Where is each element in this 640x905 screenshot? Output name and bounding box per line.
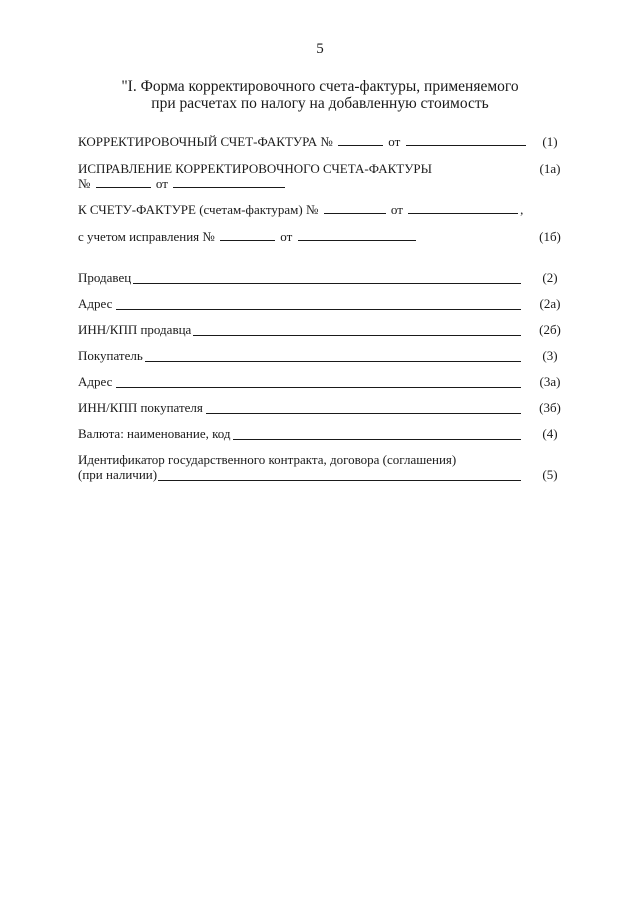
form-title-line-1: "I. Форма корректировочного счета-фактуры, применяемого bbox=[121, 78, 519, 95]
row-currency-label: Валюта: наименование, код bbox=[78, 426, 231, 441]
code-3: (3) bbox=[542, 348, 558, 363]
code-3a: (3а) bbox=[539, 374, 561, 389]
code-2: (2) bbox=[542, 270, 558, 285]
correction-number-sign: № bbox=[78, 176, 91, 191]
corrective-invoice-label: КОРРЕКТИРОВОЧНЫЙ СЧЕТ-ФАКТУРА № bbox=[78, 134, 333, 149]
to-invoice-from-label: от bbox=[390, 202, 403, 217]
code-1b: (1б) bbox=[539, 229, 561, 244]
form-title-line-2: при расчетах по налогу на добавленную стоимость bbox=[151, 95, 489, 112]
row-correction-number bbox=[78, 176, 287, 191]
correction-number-field[interactable] bbox=[96, 176, 151, 188]
seller-address-field[interactable] bbox=[116, 308, 521, 310]
row-to-invoice bbox=[78, 202, 523, 217]
row-seller-inn-label: ИНН/КПП продавца bbox=[78, 322, 192, 337]
corrective-invoice-from-label: от bbox=[388, 134, 401, 149]
form-title bbox=[0, 78, 640, 112]
buyer-address-field[interactable] bbox=[116, 386, 521, 388]
contract-id-field[interactable] bbox=[158, 479, 521, 481]
with-correction-from-label: от bbox=[280, 229, 293, 244]
row-corrective-invoice bbox=[78, 134, 528, 149]
seller-inn-field[interactable] bbox=[193, 334, 521, 336]
row-correction-label bbox=[78, 161, 432, 176]
with-correction-date-field[interactable] bbox=[298, 229, 416, 241]
code-5: (5) bbox=[542, 467, 558, 482]
code-2b: (2б) bbox=[539, 322, 561, 337]
row-seller-address-label: Адрес bbox=[78, 296, 113, 311]
correction-date-field[interactable] bbox=[173, 176, 285, 188]
to-invoice-label: К СЧЕТУ-ФАКТУРЕ (счетам-фактурам) № bbox=[78, 202, 319, 217]
row-buyer-inn-label: ИНН/КПП покупателя bbox=[78, 400, 203, 415]
page-number: 5 bbox=[316, 41, 324, 57]
code-2a: (2а) bbox=[539, 296, 561, 311]
row-buyer-address-label: Адрес bbox=[78, 374, 113, 389]
correction-from-label: от bbox=[155, 176, 168, 191]
seller-field[interactable] bbox=[133, 282, 521, 284]
to-invoice-number-field[interactable] bbox=[324, 202, 386, 214]
with-correction-label: с учетом исправления № bbox=[78, 229, 215, 244]
code-1: (1) bbox=[542, 134, 558, 149]
correction-label: ИСПРАВЛЕНИЕ КОРРЕКТИРОВОЧНОГО СЧЕТА-ФАКТУРЫ bbox=[78, 161, 432, 176]
corrective-invoice-number-field[interactable] bbox=[338, 134, 383, 146]
to-invoice-comma: , bbox=[520, 202, 524, 217]
corrective-invoice-date-field[interactable] bbox=[406, 134, 526, 146]
code-3b: (3б) bbox=[539, 400, 561, 415]
currency-field[interactable] bbox=[233, 438, 521, 440]
row-with-correction bbox=[78, 229, 418, 244]
row-contract-id-label-2: (при наличии) bbox=[78, 467, 158, 482]
buyer-inn-field[interactable] bbox=[206, 412, 521, 414]
with-correction-number-field[interactable] bbox=[220, 229, 275, 241]
row-contract-id-label: Идентификатор государственного контракта, договора (соглашения) bbox=[78, 452, 457, 467]
to-invoice-date-field[interactable] bbox=[408, 202, 518, 214]
buyer-field[interactable] bbox=[145, 360, 521, 362]
code-4: (4) bbox=[542, 426, 558, 441]
row-seller-label: Продавец bbox=[78, 270, 132, 285]
row-buyer-label: Покупатель bbox=[78, 348, 143, 363]
code-1a: (1а) bbox=[539, 161, 561, 176]
